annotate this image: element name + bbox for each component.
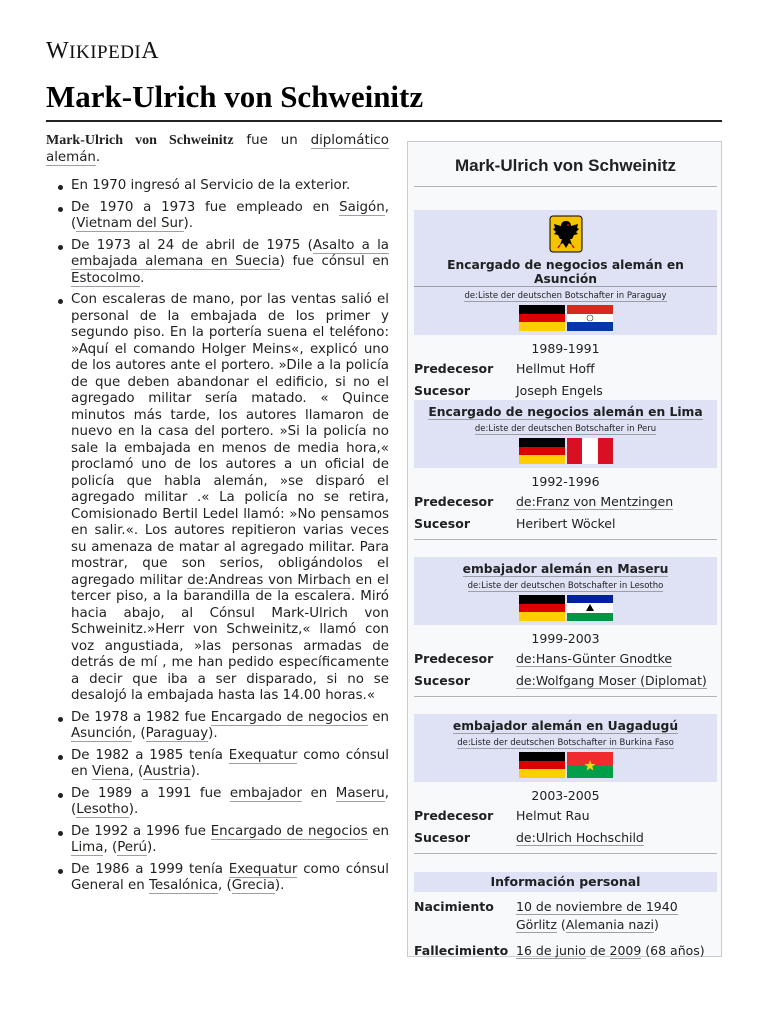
burkina-faso-flag-icon	[567, 752, 613, 778]
inline-link[interactable]: Exequatur	[228, 861, 298, 877]
list-item	[46, 786, 389, 819]
predecessor-label: Predecesor	[414, 808, 494, 823]
personal-info	[414, 872, 717, 960]
germany-flag-icon	[519, 752, 565, 778]
list-link[interactable]: de:Liste der deutschen Botschafter in Paraguay	[464, 291, 667, 301]
list-item	[46, 748, 389, 781]
fact-text: ).	[147, 840, 157, 855]
office-title[interactable]: embajador alemán en Uagadugú	[452, 719, 679, 733]
period: 2003-2005	[531, 788, 600, 803]
fact-text: De 1982 a 1985 tenía	[71, 747, 229, 763]
birth-value: 10 de noviembre de 1940 Görlitz (Alemania nazi)	[516, 899, 678, 932]
post-header	[414, 400, 717, 468]
successor-label: Sucesor	[414, 830, 470, 845]
predecessor-value: de:Franz von Mentzingen	[516, 494, 674, 509]
fact-text: en	[367, 823, 389, 839]
paraguay-flag-icon	[567, 305, 613, 331]
fact-text: como cónsul en	[71, 747, 389, 779]
inline-link[interactable]: Maseru	[335, 785, 385, 801]
infobox-title: Mark-Ulrich von Schweinitz	[414, 156, 717, 187]
fact-text: en el tercer piso, a la barandilla de la escalera. Miró hacia abajo, al Cónsul Mark-Ulrich von Schweinitz.»Herr von Schweinitz,« llamó con voz angustiada, »las personas armadas de detrás de mí , me han pedido específicamente a decir que iba a ser disparado, si no se desalojó la embajada hasta las 14.00 horas.«	[71, 572, 390, 703]
successor-value: Heribert Wöckel	[516, 516, 616, 531]
post-maseru	[414, 557, 717, 697]
successor-link[interactable]	[516, 827, 717, 849]
inline-link[interactable]: Estocolmo	[71, 270, 141, 286]
post-uagadugu	[414, 714, 717, 854]
german-eagle-icon	[414, 213, 717, 256]
facts-list	[46, 178, 389, 895]
germany-flag-icon	[519, 595, 565, 621]
post-asuncion	[414, 210, 717, 407]
post-header	[414, 557, 717, 625]
flags	[414, 305, 717, 331]
flags	[414, 438, 717, 464]
inline-link[interactable]: Asalto a la embajada alemana en Suecia	[71, 237, 389, 269]
list-item	[46, 178, 389, 195]
inline-link[interactable]: Viena	[91, 764, 130, 779]
successor-label: Sucesor	[414, 383, 470, 398]
birth-row	[414, 898, 717, 934]
fact-text: De 1970 a 1973 fue empleado en	[71, 199, 340, 215]
predecessor-label: Predecesor	[414, 494, 494, 509]
wordmark-initial: W	[46, 38, 70, 64]
list-item	[46, 238, 389, 288]
divider	[414, 853, 717, 854]
germany-flag-icon	[519, 305, 565, 331]
list-item	[46, 862, 389, 895]
office-title[interactable]: Encargado de negocios alemán en Asunción	[414, 258, 717, 287]
fact-text: en	[367, 709, 389, 725]
fact-text: , (	[71, 199, 389, 231]
successor-label: Sucesor	[414, 516, 470, 531]
fact-text: De 1989 a 1991 fue	[71, 785, 230, 801]
fact-text: De 1986 a 1999 tenía	[71, 861, 229, 877]
predecessor-row	[414, 805, 717, 827]
list-item	[46, 292, 389, 705]
fact-text: , (	[131, 726, 146, 741]
lesotho-flag-icon	[567, 595, 613, 621]
office-title[interactable]: embajador alemán en Maseru	[462, 562, 669, 576]
lead-paragraph	[46, 133, 389, 166]
birth-place-link[interactable]: Görlitz	[516, 917, 557, 932]
fact-text: Con escaleras de mano, por las ventas salió el personal de la embajada de los primer y segundo piso. En la portería suena el teléfono: »Aquí el comando Holger Meins«, explicó uno de los autores ante el portero. »Dile a la policía de que deben abandonar el edificio, si no el agregado militar sería matado. « Quince minutos más tarde, los autores llamaron de nuevo en la casa del portero. »Si la policía no sale la embajada en menos de media hora,« proclamó uno de los autores a un oficial de policía que habla alemán, »se disparó el agregado militar .« La policía no se retira, Comisionado Bertil Ledel llamó: »No pensamos en salir.«. Los autores repitieron varias veces su amenaza de matar al agregado militar. Para mostrar, que son serios, obligándolos el agregado militar	[71, 292, 389, 588]
predecessor-row	[414, 648, 717, 670]
death-value: 16 de junio de 2009 (68 años)	[516, 943, 705, 958]
inline-link[interactable]: Encargado de negocios	[210, 709, 368, 725]
inline-link[interactable]: Perú	[117, 840, 148, 855]
inline-link[interactable]: Grecia	[231, 878, 275, 893]
infobox	[407, 141, 722, 957]
inline-link[interactable]: Vietnam del Sur	[76, 216, 184, 231]
lead-text-end: .	[95, 149, 101, 165]
list-link[interactable]: de:Liste der deutschen Botschafter in Lesotho	[467, 581, 664, 591]
list-item	[46, 824, 389, 857]
lead-text: fue un	[233, 133, 311, 148]
birth-label: Nacimiento	[414, 899, 494, 914]
birth-date-link[interactable]: 10 de noviembre de 1940	[516, 899, 678, 914]
predecessor-link[interactable]	[516, 491, 717, 513]
post-lima	[414, 400, 717, 540]
successor-row	[414, 513, 717, 535]
post-header	[414, 210, 717, 335]
inline-link[interactable]: Lima	[71, 840, 104, 855]
fact-text: ).	[190, 764, 201, 779]
wikipedia-wordmark[interactable]	[46, 38, 159, 65]
article-body	[46, 133, 389, 900]
germany-flag-icon	[519, 438, 565, 464]
divider	[414, 539, 717, 540]
predecessor-row	[414, 358, 717, 380]
list-item	[46, 710, 389, 743]
successor-row	[414, 670, 717, 692]
death-year-link[interactable]: 2009	[609, 943, 642, 958]
link-diplomatico-aleman[interactable]: diplomático alemán	[46, 133, 389, 165]
fact-text: De 1973 al 24 de abril de 1975 (	[71, 237, 313, 253]
successor-link[interactable]	[516, 670, 717, 692]
lead-subject: Mark-Ulrich von Schweinitz	[46, 133, 234, 148]
inline-link[interactable]: de:Andreas von Mirbach	[187, 572, 351, 588]
page-title: Mark-Ulrich von Schweinitz	[46, 78, 722, 122]
period: 1992-1996	[531, 474, 600, 489]
fact-text: como cónsul General en	[71, 861, 389, 893]
inline-link[interactable]: Austria	[143, 764, 191, 779]
successor-value: Joseph Engels	[516, 383, 603, 398]
predecessor-value: Helmut Rau	[516, 808, 590, 823]
list-item	[46, 200, 389, 233]
predecessor-label: Predecesor	[414, 361, 494, 376]
flags	[414, 595, 717, 621]
inline-link[interactable]: Saigón	[339, 199, 385, 215]
personal-info-header: Información personal	[414, 872, 717, 892]
fact-text: ).	[274, 878, 285, 893]
period: 1989-1991	[531, 341, 600, 356]
fact-text: De 1992 a 1996 fue	[71, 823, 211, 839]
wordmark-middle: IKIPEDI	[69, 42, 142, 63]
fact-text: ).	[128, 802, 139, 817]
fact-text: De 1978 a 1982 fue	[71, 709, 211, 725]
inline-link[interactable]: Tesalónica	[149, 878, 219, 893]
fact-text: , (	[103, 840, 118, 855]
successor-row	[414, 827, 717, 849]
successor-row	[414, 380, 717, 402]
predecessor-label: Predecesor	[414, 651, 494, 666]
fact-text: ) fue cónsul en	[279, 254, 389, 269]
inline-link[interactable]: Paraguay	[145, 726, 209, 741]
period: 1999-2003	[531, 631, 600, 646]
predecessor-row	[414, 491, 717, 513]
fact-text: , (	[71, 785, 389, 817]
post-header	[414, 714, 717, 782]
death-row	[414, 942, 717, 960]
birth-country-link[interactable]: Alemania nazi	[565, 917, 654, 932]
list-link[interactable]: de:Liste der deutschen Botschafter in Burkina Faso	[457, 738, 674, 748]
peru-flag-icon	[567, 438, 613, 464]
death-label: Fallecimiento	[414, 943, 509, 958]
flags	[414, 752, 717, 778]
death-age: (68 años)	[645, 943, 705, 958]
predecessor-value: Hellmut Hoff	[516, 361, 595, 376]
predecessor-link[interactable]	[516, 648, 717, 670]
inline-link[interactable]: Asunción	[71, 726, 132, 741]
fact-text: ).	[208, 726, 218, 741]
divider	[414, 696, 717, 697]
fact-text: , (	[129, 764, 144, 779]
successor-value: de:Wolfgang Moser (Diplomat)	[516, 673, 707, 688]
fact-text: .	[140, 270, 145, 286]
successor-label: Sucesor	[414, 673, 470, 688]
inline-link[interactable]: Encargado de negocios	[210, 823, 368, 839]
wordmark-final: A	[141, 38, 160, 64]
inline-link[interactable]: Lesotho	[76, 802, 129, 817]
list-link[interactable]: de:Liste der deutschen Botschafter in Peru	[474, 424, 657, 434]
fact-text: En 1970 ingresó al Servicio de la exterior.	[71, 178, 351, 193]
inline-link[interactable]: Exequatur	[228, 747, 298, 763]
fact-text: ).	[183, 216, 193, 231]
inline-link[interactable]: embajador	[229, 785, 303, 801]
successor-value: de:Ulrich Hochschild	[516, 830, 644, 845]
office-title[interactable]: Encargado de negocios alemán en Lima	[428, 405, 703, 419]
death-day-link[interactable]: 16 de junio	[516, 943, 586, 958]
fact-text: , (	[218, 878, 232, 893]
predecessor-value: de:Hans-Günter Gnodtke	[516, 651, 673, 666]
fact-text: en	[302, 785, 336, 801]
